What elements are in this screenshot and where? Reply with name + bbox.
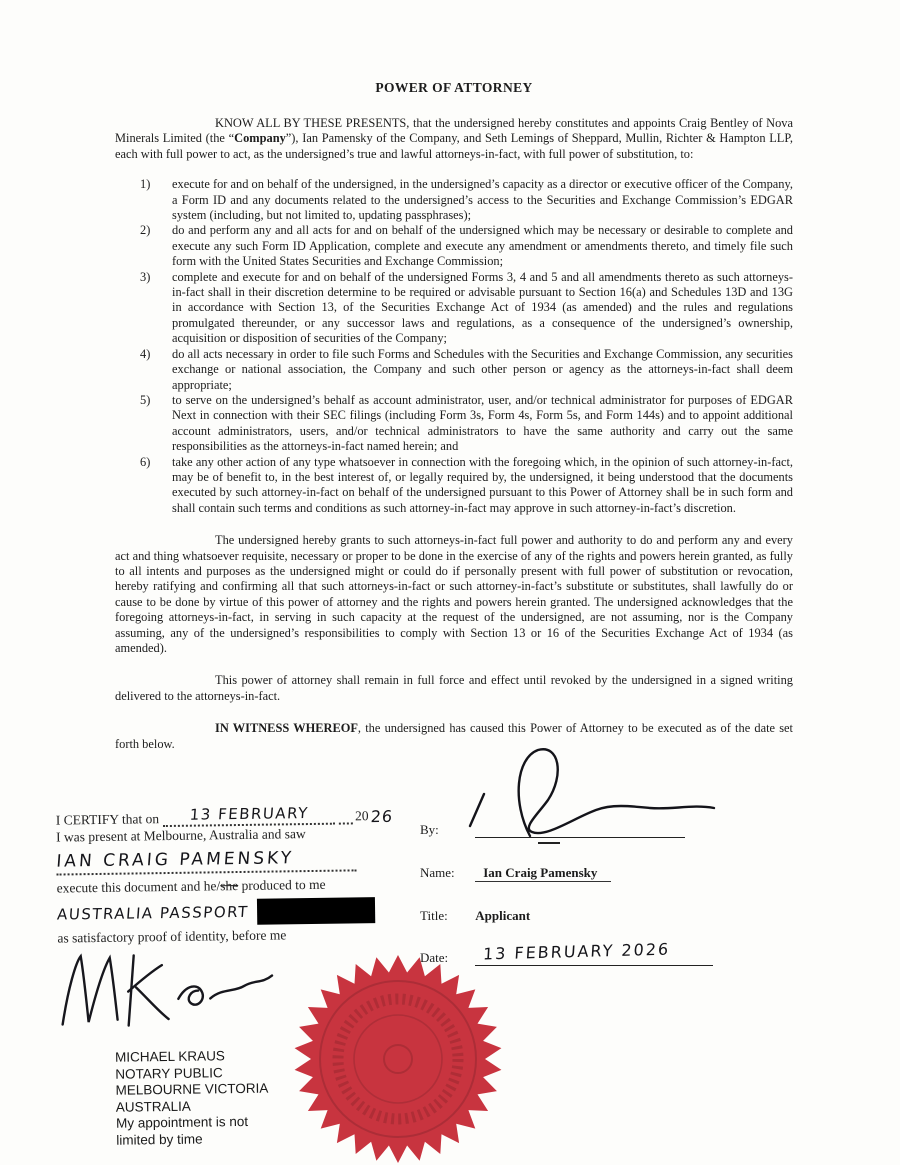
- poa-item: [115, 393, 793, 455]
- proof-line: as satisfactory proof of identity, before me: [57, 927, 287, 946]
- item-text: do all acts necessary in order to file such Forms and Schedules with the Securities and Exchange Commission, any securities exchange or national association, the Company and such other person or agency as the attorneys-in-fact shall deem appropriate;: [172, 346, 793, 392]
- document-title: POWER OF ATTORNEY: [375, 80, 533, 95]
- item-number: 2): [140, 223, 151, 238]
- date-dotted-line: [163, 805, 335, 827]
- item-number: 5): [140, 392, 151, 407]
- item-text: do and perform any and all acts for and on behalf of the undersigned which may be necessary or desirable to complete and execute any such Form ID Application, complete and execute any amendment or amendments thereto, and timely file such form with the United States Securities and Exchange Commission;: [172, 223, 793, 269]
- document-body: [115, 80, 793, 752]
- name-row: [420, 865, 611, 881]
- item-text: take any other action of any type whatsoever in connection with the foregoing which, in the opinion of such attorney-in-fact, may be of benefit to, in the best interest of, or legally required by, the undersigned, it being understood that the documents executed by such attorney-in-fact on behalf of the undersigned pursuant to this Power of Attorney shall be in such form and shall contain such terms and conditions as such attorney-in-fact may approve in such attorney-in-fact’s discretion.: [172, 454, 793, 515]
- date-line: [475, 939, 713, 966]
- poa-item: [115, 455, 793, 517]
- identity-document-row: [57, 896, 422, 927]
- item-text: to serve on the undersigned’s behalf as account administrator, user, and/or technical administrator for purposes of EDGAR Next in connection with their SEC filings (including Form 3s, Form 4s, Form 5s, and Form 144s) and to appoint additional account administrators, users, and/or technical administrators to have the same authority and carry out the same responsibilities as the attorneys-in-fact named herein; and: [172, 392, 793, 454]
- title-value: Applicant: [475, 908, 531, 923]
- title-label: Title:: [420, 908, 448, 923]
- witness-bold: IN WITNESS WHEREOF: [215, 721, 358, 736]
- notary-appointment-note: My appointment is not limited by time: [115, 1113, 249, 1148]
- signature-underdash: [538, 842, 560, 844]
- seal-starburst: [295, 955, 502, 1163]
- by-row: [420, 822, 685, 838]
- handwritten-year: 26: [369, 806, 394, 827]
- handwritten-execution-date: 13 FEBRUARY 2026: [482, 939, 671, 964]
- item-number: 6): [140, 454, 151, 469]
- by-signature-line: [475, 824, 685, 838]
- company-term: Company: [234, 131, 286, 146]
- poa-item: [115, 270, 793, 347]
- notary-signature: [54, 945, 305, 1038]
- poa-items-list: [115, 177, 793, 516]
- notary-name: MICHAEL KRAUS: [115, 1048, 225, 1065]
- item-text: execute for and on behalf of the undersigned, in the undersigned’s capacity as a director or executive officer of the Company, a Form ID and any documents related to the undersigned’s access to the Securities and Exchange Commission’s EDGAR system (including, but not limited to, updating passphrases);: [172, 177, 793, 223]
- handwritten-date: 13 FEBRUARY: [188, 804, 310, 824]
- item-text: complete and execute for and on behalf of the undersigned Forms 3, 4 and 5 and all amendments thereto as such attorneys-in-fact shall in their discretion determine to be required or advisable pursuant to Section 16(a) and Schedules 13D and 13G in accordance with Section 13, of the Securities Exchange Act of 1934 (as amended) and the rules and regulations promulgated thereunder, or any successor laws and regulations, as a consequence of the undersigned’s ownership, acquisition or disposition of securities of the Company;: [172, 269, 793, 346]
- year-printed: 20: [354, 808, 369, 824]
- item-number: 3): [140, 269, 151, 284]
- grant-paragraph: The undersigned hereby grants to such attorneys-in-fact full power and authority to do and perform any and every act and thing whatsoever requisite, necessary or proper to be done in the exercise of any of the rights and powers herein granted, as fully to all intents and purposes as the undersigned might or could do if personally present with full power of substitution or revocation, hereby ratifying and confirming all that such attorneys-in-fact or such attorney-in-fact’s substitute or substitutes, shall lawfully do or cause to be done by virtue of this power of attorney and the rights and powers herein granted. The undersigned acknowledges that the foregoing attorneys-in-fact, in serving in such capacity at the request of the undersigned, are not assuming, nor is the Company assuming, any of the undersigned’s responsibilities to comply with Section 13 or 16 of the Securities Exchange Act of 1934 (as amended).: [115, 533, 793, 655]
- force-paragraph: This power of attorney shall remain in full force and effect until revoked by the undersigned in a signed writing delivered to the attorneys-in-fact.: [115, 673, 793, 703]
- item-number: 1): [140, 177, 151, 192]
- handwritten-signer-name: IAN CRAIG PAMENSKY: [55, 848, 295, 872]
- execute-post: produced to me: [238, 876, 326, 894]
- date-label: Date:: [420, 950, 449, 965]
- name-label: Name:: [420, 865, 455, 880]
- poa-item: [115, 223, 793, 269]
- notary-seal-icon: [293, 953, 503, 1165]
- certify-prefix: I CERTIFY that on: [55, 811, 160, 828]
- intro-text-post: ”), Ian Pamensky of the Company, and Seth Lemings of Sheppard, Mullin, Richter & Hampton LLP, each with full power to act, as the undersigned’s true and lawful attorneys-in-fact, with full power of substitution, to:: [115, 131, 793, 161]
- execute-pre: execute this document and he/: [56, 878, 221, 896]
- redaction-box: [256, 897, 374, 925]
- execute-line: [57, 874, 422, 896]
- poa-item: [115, 347, 793, 393]
- execution-signature-block: [420, 750, 792, 985]
- intro-paragraph: [115, 116, 793, 162]
- by-label: By:: [420, 822, 439, 837]
- witness-rest: , the undersigned has caused this Power of Attorney to be executed as of the date set forth below.: [115, 721, 794, 751]
- intro-text-pre: KNOW ALL BY THESE PRESENTS, that the undersigned hereby constitutes and appoints Craig Bentley of Nova Minerals Limited (the “: [115, 116, 793, 146]
- handwritten-id-type: AUSTRALIA PASSPORT: [56, 902, 250, 924]
- execute-struck: she: [220, 878, 239, 894]
- dotted-gap: [339, 822, 353, 824]
- name-value: Ian Craig Pamensky: [475, 865, 611, 882]
- present-line: I was present at Melbourne, Australia and saw: [55, 826, 306, 845]
- notary-title: NOTARY PUBLIC: [115, 1064, 223, 1082]
- title-row: [420, 908, 530, 924]
- notary-city: MELBOURNE VICTORIA: [115, 1080, 269, 1098]
- poa-item: [115, 177, 793, 223]
- notary-country: AUSTRALIA: [115, 1098, 191, 1115]
- item-number: 4): [140, 346, 151, 361]
